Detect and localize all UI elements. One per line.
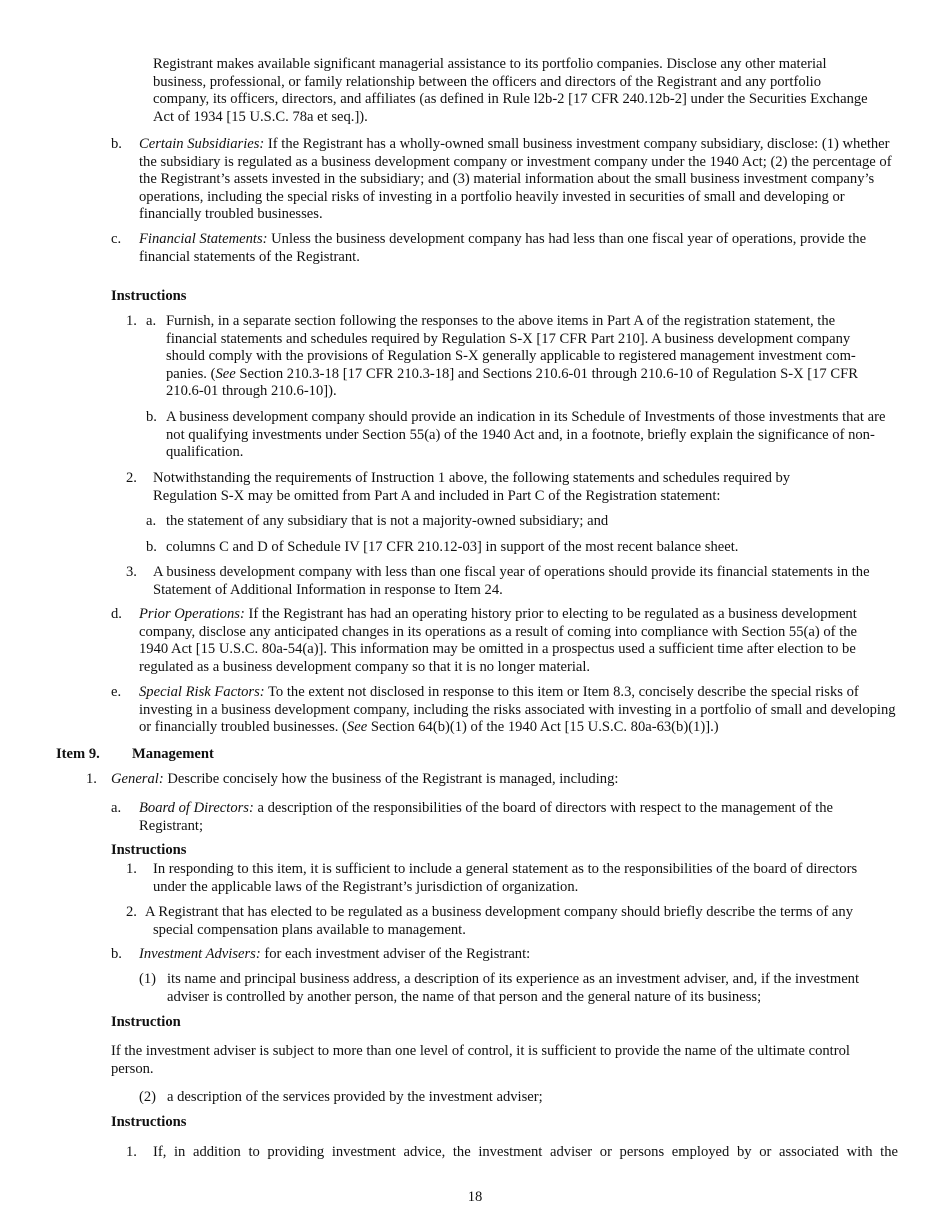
item-9b-1-label: (1) [139, 971, 157, 987]
item-b-title: Certain Subsidiaries: [139, 136, 265, 152]
page-number: 18 [467, 1189, 483, 1205]
item-9a-instr-2-text [145, 904, 885, 939]
instr-1a-text-part1: Furnish, in a separate section following the responses to the above items in Part A of the registration statement, the financial statements and schedules required by Regulation S-X [17 CFR Part 210]. A business development company should comply with the provisions of Regulation S-X generally applicable to registered management investment com- panies. ( [166, 313, 856, 382]
item-9a-instr-1-text: In responding to this item, it is sufficient to include a general statement as to the responsibilities of the board of directors under the applicable laws of the Registrant’s jurisdiction of organization. [153, 861, 858, 895]
item-b-text: If the Registrant has a wholly-owned small business investment company subsidiary, disclose: (1) whether the subsidiary is regulated as a business development company or investment company under the 1940 Act; (2) the percentage of the Registrant’s assets invested in the subsidiary; and (3) material information about the small business investment company’s operations, including the special risks of investing in a portfolio heavily invested in securities of small and developing or financially troubled businesses. [139, 136, 892, 223]
item-d-paragraph [139, 606, 884, 676]
instr-1-label: 1. [126, 313, 137, 329]
item-d-text: If the Registrant has had an operating history prior to electing to be regulated as a business development company, disclose any anticipated changes in its operations as a result of coming into compliance with Section 55(a) of the 1940 Act [15 U.S.C. 80a-54(a)]. This information may be omitted in a prospectus used a sufficient time after election to be regulated as a business development company so that it is no longer material. [139, 606, 858, 675]
item-e-label: e. [111, 684, 122, 700]
instr-1b-text: A business development company should provide an indication in its Schedule of Investments of those investments that are not qualifying investments under Section 55(a) of the 1940 Act and, in a footnote, briefly explain the significance of non-qualification. [166, 409, 886, 461]
item-d-title: Prior Operations: [139, 606, 245, 622]
item-9-number: Item 9. [56, 746, 100, 762]
item-9a-paragraph [139, 800, 884, 835]
item-b-paragraph [139, 136, 894, 224]
item-9b-text: for each investment adviser of the Registrant: [260, 946, 531, 962]
instr-1a-text [166, 313, 882, 401]
item-9a-title: Board of Directors: [139, 800, 254, 816]
item-b-label: b. [111, 136, 122, 152]
intro-paragraph: Registrant makes available significant managerial assistance to its portfolio companies. Disclose any other material business, professional, or family relationship between the officers and directors of the Registrant and any portfolio company, its officers, directors, and affiliates (as defined in Rule l2b-2 [17 CFR 240.12b-2] under the Securities Exchange Act of 1934 [15 U.S.C. 78a et seq.]). [153, 56, 868, 125]
instr-2a-text: the statement of any subsidiary that is not a majority-owned subsidiary; and [166, 513, 609, 529]
instr-2b-label: b. [146, 539, 157, 555]
item-9b-2-instr-1-text: If, in addition to providing investment advice, the investment adviser or persons employed by or associated with the [153, 1144, 898, 1160]
instr-2-label: 2. [126, 470, 137, 486]
instr-1a-label: a. [146, 313, 157, 329]
instr-2b-text: columns C and D of Schedule IV [17 CFR 210.12-03] in support of the most recent balance sheet. [166, 539, 739, 555]
item-c-title: Financial Statements: [139, 231, 268, 247]
item-e-text-part2: Section 64(b)(1) of the 1940 Act [15 U.S.C. 80a-63(b)(1)].) [367, 719, 719, 736]
item-d-label: d. [111, 606, 122, 622]
item-9-general-label: 1. [86, 771, 97, 787]
instr-1b-label: b. [146, 409, 157, 425]
item-9-title: Management [132, 746, 214, 762]
item-e-paragraph [139, 684, 896, 737]
item-9-general-paragraph [111, 771, 871, 789]
item-9a-label: a. [111, 800, 122, 816]
instr-1a-see: See [215, 365, 236, 382]
item-9a-instr-2-label: 2. [126, 904, 137, 920]
instr-2-text: Notwithstanding the requirements of Instruction 1 above, the following statements and schedules required by Regulation S-X may be omitted from Part A and included in Part C of the Registration statement: [153, 470, 791, 504]
instr-3-text: A business development company with less than one fiscal year of operations should provide its financial statements in the Statement of Additional Information in response to Item 24. [153, 564, 870, 598]
item-9b-paragraph [139, 946, 884, 964]
item-9b-title: Investment Advisers: [139, 946, 261, 962]
item-e-text-part1: To the extent not disclosed in response to this item or Item 8.3, concisely describe the special risks of investing in a business development company, including the risks associated with investing in a portfolio of small and developing or financially troubled businesses. ( [139, 684, 896, 736]
item-9b-1-text: its name and principal business address, a description of its experience as an investment adviser, and, if the investment adviser is controlled by another person, the name of that person and the general nature of its business; [167, 971, 860, 1005]
item-9b-1-instruction-text: If the investment adviser is subject to more than one level of control, it is sufficient to provide the name of the ultimate control person. [111, 1043, 850, 1077]
item-9a-text: a description of the responsibilities of the board of directors with respect to the management of the Registrant; [139, 800, 833, 834]
item-9b-2-text: a description of the services provided by the investment adviser; [167, 1089, 543, 1105]
instructions-heading: Instructions [111, 288, 187, 304]
item-9b-label: b. [111, 946, 122, 962]
instr-2a-label: a. [146, 513, 157, 529]
item-9b-1-instruction-heading: Instruction [111, 1014, 181, 1030]
item-9a-instr-1-label: 1. [126, 861, 137, 877]
item-9b-2-instructions-heading: Instructions [111, 1114, 187, 1130]
instr-3-label: 3. [126, 564, 137, 580]
item-9-general-title: General: [111, 771, 164, 787]
item-c-paragraph [139, 231, 894, 266]
item-9a-instr-2-text-body: A Registrant that has elected to be regulated as a business development company should briefly describe the terms of any special compensation plans available to management. [145, 904, 853, 938]
item-9a-instructions-heading: Instructions [111, 842, 187, 858]
item-9-general-text: Describe concisely how the business of the Registrant is managed, including: [163, 771, 619, 787]
instr-1a-text-part2: Section 210.3-18 [17 CFR 210.3-18] and Sections 210.6-01 through 210.6-10 of Regulation S-X [17 CFR 210.6-01 through 210.6-10]). [166, 365, 858, 400]
item-9b-2-instr-1-label: 1. [126, 1144, 137, 1160]
item-c-label: c. [111, 231, 122, 247]
item-c-text: Unless the business development company has had less than one fiscal year of operations, provide the financial statements of the Registrant. [139, 231, 867, 265]
item-e-see: See [346, 719, 368, 736]
item-e-title: Special Risk Factors: [139, 684, 265, 700]
item-9b-2-label: (2) [139, 1089, 157, 1105]
